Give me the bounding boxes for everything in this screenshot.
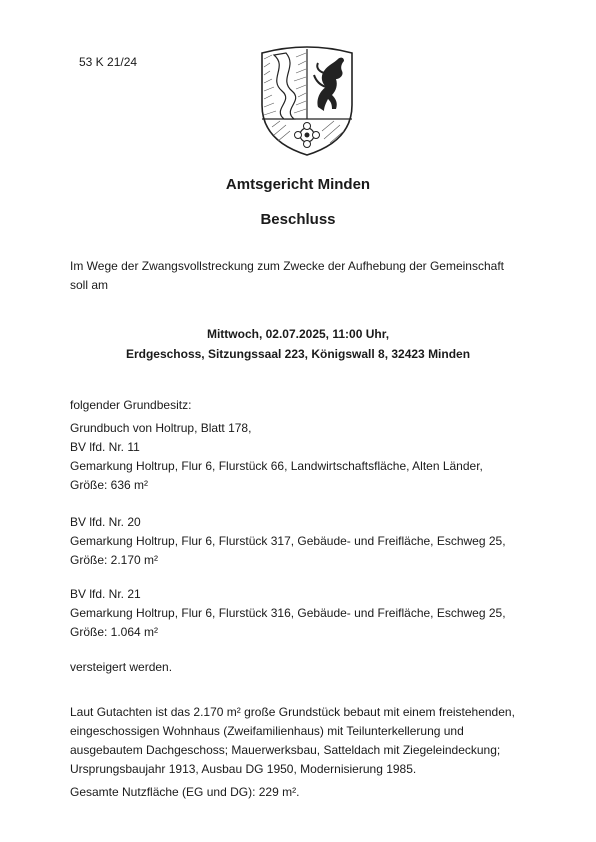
parcel-block [70, 585, 530, 642]
nrw-coat-of-arms-icon [258, 45, 356, 157]
appointment-block [0, 324, 596, 364]
parcel-bv: BV lfd. Nr. 21 [70, 587, 141, 601]
auction-phrase: versteigert werden. [70, 660, 173, 674]
parcel-block [70, 419, 530, 495]
case-number: 53 K 21/24 [79, 55, 138, 69]
court-title: Amtsgericht Minden [225, 176, 371, 193]
property-heading: folgender Grundbesitz: [70, 398, 192, 412]
appointment-datetime: Mittwoch, 02.07.2025, 11:00 Uhr, [206, 327, 390, 341]
document-type-title: Beschluss [260, 211, 336, 228]
parcel-size: Größe: 636 m² [70, 478, 149, 492]
parcel-size: Größe: 1.064 m² [70, 625, 159, 639]
appraisal-line: Laut Gutachten ist das 2.170 m² große Grundstück bebaut mit einem freistehenden, [70, 705, 515, 719]
intro-line: soll am [70, 278, 109, 292]
land-register: Grundbuch von Holtrup, Blatt 178, [70, 421, 252, 435]
appraisal-paragraph [70, 703, 530, 779]
appraisal-line: ausgebautem Dachgeschoss; Mauerwerksbau, Satteldach mit Ziegeleindeckung; [70, 743, 501, 757]
usable-area: Gesamte Nutzfläche (EG und DG): 229 m². [70, 785, 300, 799]
intro-paragraph [70, 257, 530, 295]
parcel-block [70, 513, 530, 570]
appointment-location: Erdgeschoss, Sitzungssaal 223, Königswall 8, 32423 Minden [125, 347, 471, 361]
parcel-size: Größe: 2.170 m² [70, 553, 159, 567]
parcel-bv: BV lfd. Nr. 20 [70, 515, 141, 529]
parcel-description: Gemarkung Holtrup, Flur 6, Flurstück 316, Gebäude- und Freifläche, Eschweg 25, [70, 606, 506, 620]
appraisal-line: Ursprungsbaujahr 1913, Ausbau DG 1950, Modernisierung 1985. [70, 762, 417, 776]
parcel-description: Gemarkung Holtrup, Flur 6, Flurstück 317, Gebäude- und Freifläche, Eschweg 25, [70, 534, 506, 548]
appraisal-line: eingeschossigen Wohnhaus (Zweifamilienhaus) mit Teilunterkellerung und [70, 724, 464, 738]
parcel-description: Gemarkung Holtrup, Flur 6, Flurstück 66, Landwirtschaftsfläche, Alten Länder, [70, 459, 483, 473]
parcel-bv: BV lfd. Nr. 11 [70, 440, 140, 454]
intro-line: Im Wege der Zwangsvollstreckung zum Zwecke der Aufhebung der Gemeinschaft [70, 259, 504, 273]
